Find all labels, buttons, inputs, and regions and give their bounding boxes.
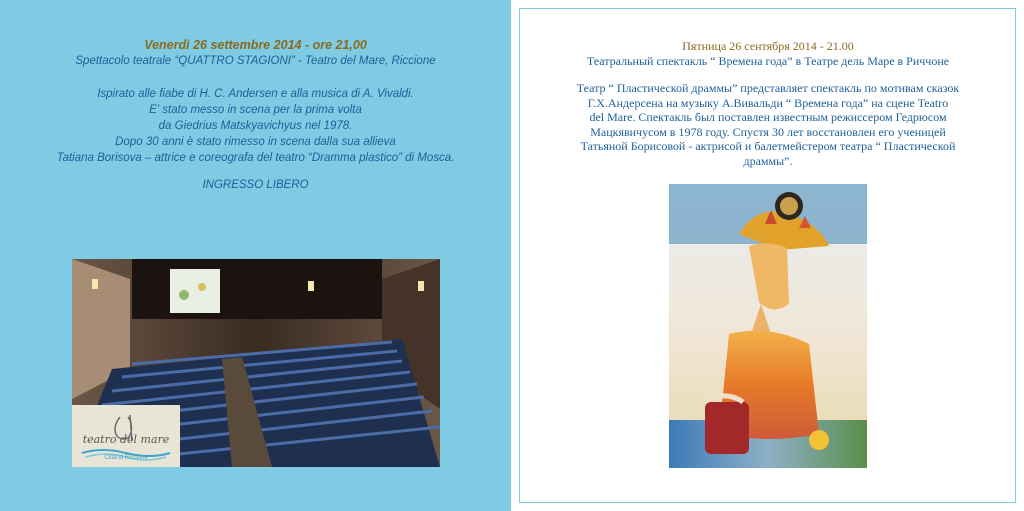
description-line: Татьяной Борисовой - актрисой и балетмейстером театра “ Пластической: [580, 139, 956, 153]
description-line: Tatiana Borisova – attrice e coreografa del teatro “Dramma plastico” di Mosca.: [56, 152, 455, 164]
event-subtitle-italian: Spettacolo teatrale “QUATTRO STAGIONI” - Teatro del Mare, Riccione: [75, 55, 436, 67]
event-date-italian: Venerdì 26 settembre 2014 - ore 21,00: [144, 38, 367, 52]
logo-text: teatro del mare: [82, 433, 170, 446]
free-entry-notice: INGRESSO LIBERO: [202, 179, 309, 191]
event-subtitle-russian: Театральный спектакль “ Времена года” в Театре дель Маре в Риччоне: [586, 54, 950, 68]
theatre-logo: [72, 405, 180, 467]
event-description-italian: [20, 86, 491, 166]
event-description-russian: [548, 81, 988, 168]
description-line: Мацкявичусом в 1978 году. Спустя 30 лет восстановлен его ученицей: [590, 124, 946, 139]
description-line: da Giedrius Matskyavichyus nel 1978.: [158, 120, 353, 132]
description-line: Dopo 30 anni è stato rimesso in scena dalla sua allieva: [115, 136, 396, 148]
description-line: del Mare. Спектакль был поставлен известным режиссером Гедрюсом: [589, 110, 947, 124]
logo-subtext: Città di Riccione: [104, 455, 148, 461]
description-line: Театр “ Пластической драммы” представляет спектакль по мотивам сказок: [576, 81, 960, 95]
description-line: E' stato messo in scena per la prima volta: [149, 104, 362, 116]
description-line: Г.Х.Андерсена на музыку А.Вивальди “ Времена года” на сцене Teatro: [587, 95, 949, 110]
seasons-painting: [669, 184, 867, 468]
event-date-russian: Пятница 26 сентября 2014 - 21.00: [682, 39, 854, 53]
description-line: Ispirato alle fiabe di H. C. Andersen e alla musica di A. Vivaldi.: [97, 88, 414, 100]
description-line: драммы”.: [743, 153, 793, 168]
painting-illustration: [669, 184, 867, 468]
